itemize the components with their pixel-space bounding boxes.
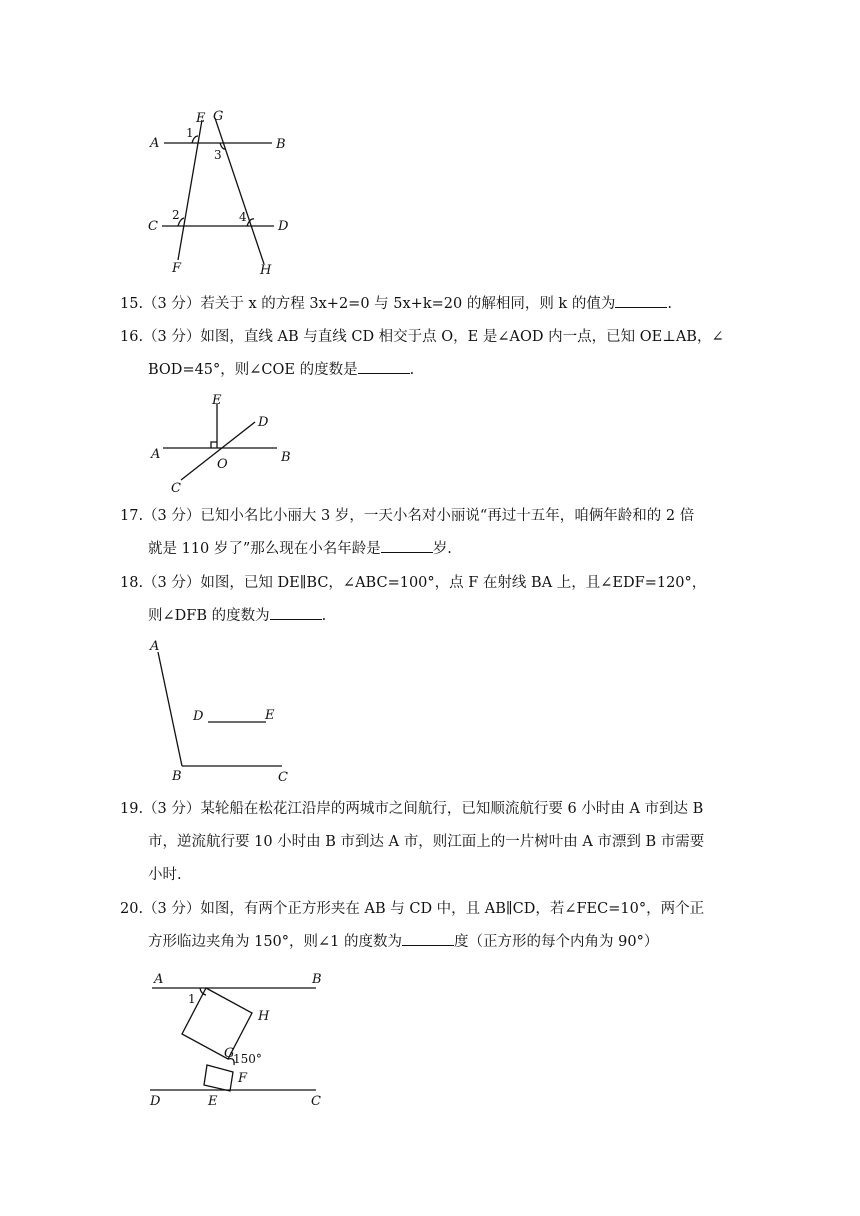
question-19-line-2: 市，逆流航行要 10 小时由 B 市到达 A 市，则江面上的一片树叶由 A 市漂到 B 市需要 — [148, 834, 705, 850]
question-18 — [120, 567, 740, 633]
label-d: D — [258, 415, 269, 430]
question-17 — [120, 500, 740, 566]
question-18-end: . — [321, 608, 327, 624]
figure-two-squares-between-parallels — [140, 965, 340, 1115]
question-18-line-2: 则∠DFB 的度数为 — [148, 608, 270, 624]
label-d: D — [150, 1094, 161, 1109]
label-e: E — [212, 393, 222, 408]
question-20 — [120, 893, 740, 959]
answer-blank[interactable] — [615, 293, 667, 308]
question-19-line-1: 19.（3 分）某轮船在松花江沿岸的两城市之间航行，已知顺流航行要 6 小时由 A 市到达 B — [120, 801, 704, 817]
label-c: C — [278, 770, 288, 785]
line-ef — [178, 120, 202, 260]
answer-blank[interactable] — [381, 538, 433, 553]
question-17-line-2: 就是 110 岁了”那么现在小名年龄是 — [148, 541, 381, 557]
label-a: A — [154, 972, 164, 987]
question-16-line-2: BOD=45°，则∠COE 的度数是 — [148, 362, 358, 378]
question-20-line-1: 20.（3 分）如图，有两个正方形夹在 AB 与 CD 中，且 AB∥CD，若∠FEC=10°，两个正 — [120, 901, 705, 917]
question-16-line-1: 16.（3 分）如图，直线 AB 与直线 CD 相交于点 O，E 是∠AOD 内一点，已知 OE⊥AB，∠ — [120, 329, 724, 345]
label-o: O — [217, 457, 228, 472]
answer-blank[interactable] — [402, 931, 454, 946]
label-d: D — [278, 219, 289, 234]
question-18-line-1: 18.（3 分）如图，已知 DE∥BC，∠ABC=100°，点 F 在射线 BA 上，且∠EDF=120°， — [120, 575, 707, 591]
question-15-end: . — [667, 296, 672, 312]
question-17-line-1: 17.（3 分）已知小名比小丽大 3 岁，一天小名对小丽说“再过十五年，咱俩年龄和的 2 倍 — [120, 508, 695, 524]
question-17-end: 岁. — [432, 541, 452, 557]
label-h: H — [258, 1009, 270, 1024]
label-f: F — [238, 1071, 248, 1086]
label-a: A — [150, 136, 160, 151]
question-15 — [120, 288, 740, 321]
label-g: G — [213, 109, 224, 124]
label-c: C — [311, 1094, 321, 1109]
question-16-end: . — [409, 362, 415, 378]
question-19 — [120, 793, 740, 892]
label-e: E — [208, 1094, 218, 1109]
question-20-line-2: 方形临边夹角为 150°，则∠1 的度数为 — [148, 934, 403, 950]
ray-ba — [158, 652, 182, 766]
figure-intersecting-lines — [145, 388, 305, 498]
label-b: B — [281, 450, 291, 465]
figure-parallel-lines-transversals — [140, 100, 310, 280]
label-angle-150: 150° — [233, 1052, 262, 1066]
label-c: C — [148, 219, 158, 234]
label-angle-2: 2 — [172, 208, 180, 222]
question-20-end: 度（正方形的每个内角为 90°） — [454, 934, 659, 950]
label-a: A — [150, 639, 160, 654]
label-f: F — [172, 261, 182, 276]
label-b: B — [276, 137, 286, 152]
label-angle-4: 4 — [239, 210, 247, 224]
label-a: A — [151, 447, 161, 462]
line-gh — [215, 118, 264, 264]
label-angle-1: 1 — [188, 992, 196, 1006]
right-angle-mark — [211, 442, 217, 448]
small-square — [204, 1065, 233, 1091]
question-19-line-3: 小时. — [148, 867, 182, 883]
label-angle-1: 1 — [186, 126, 194, 140]
label-e: E — [265, 708, 275, 723]
label-e: E — [196, 111, 206, 126]
label-c: C — [171, 481, 181, 496]
label-g: G — [224, 1046, 235, 1061]
question-16 — [120, 321, 740, 387]
label-d: D — [193, 709, 204, 724]
label-angle-3: 3 — [214, 148, 222, 162]
answer-blank[interactable] — [358, 359, 410, 374]
label-b: B — [172, 769, 182, 784]
question-15-text: 15.（3 分）若关于 x 的方程 3x+2=0 与 5x+k=20 的解相同，则 k 的值为 — [120, 296, 616, 312]
answer-blank[interactable] — [270, 605, 322, 620]
label-b: B — [312, 972, 322, 987]
label-h: H — [260, 263, 272, 278]
figure-ray-and-parallel — [140, 636, 310, 786]
